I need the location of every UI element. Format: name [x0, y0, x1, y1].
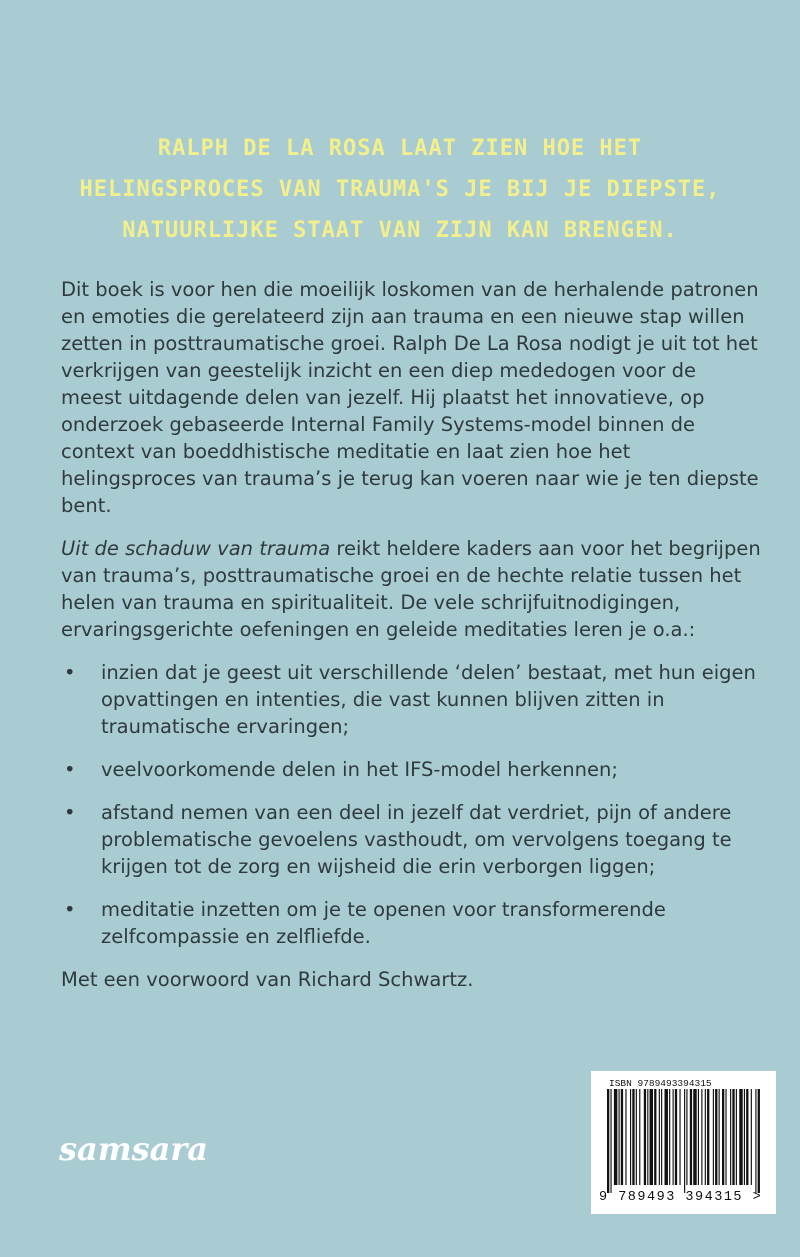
barcode-bar [705, 1089, 706, 1185]
barcode-bar [736, 1089, 737, 1185]
barcode-bar [755, 1089, 756, 1193]
barcode-bar [610, 1089, 611, 1193]
barcode-bar [636, 1089, 637, 1185]
barcode-bar [751, 1089, 752, 1185]
barcode-bar [673, 1089, 674, 1185]
barcode-bar [686, 1089, 687, 1185]
barcode-bar [647, 1089, 648, 1185]
isbn-digits: 9 789493 394315 > [599, 1190, 763, 1205]
barcode [591, 1071, 776, 1214]
barcode-bar [639, 1089, 640, 1185]
list-item-text: inzien dat je geest uit verschillende ‘delen’ bestaat, met hun eigen opvattingen en intenties, die vast kunnen blijven zitten in traumatische ervaringen; [101, 661, 756, 738]
second-paragraph-text: reikt heldere kaders aan voor het begrijpen van trauma’s, posttraumatische groei en de hechte relatie tussen het helen van trauma en spiritualiteit. De vele schrijfuitnodigingen, ervaringsgerichte oefeningen en geleide meditaties leren je o.a.: [61, 537, 761, 641]
barcode-bar [621, 1089, 623, 1185]
barcode-bar [614, 1089, 617, 1185]
barcode-bar [661, 1089, 662, 1185]
barcode-bar [630, 1089, 631, 1185]
barcode-bar [746, 1089, 748, 1185]
barcode-bar [684, 1089, 685, 1193]
barcode-bar [713, 1089, 714, 1185]
list-item-text: veelvoorkomende delen in het IFS-model herkennen; [101, 758, 618, 781]
barcode-bar [722, 1089, 724, 1185]
barcode-bar [715, 1089, 717, 1185]
barcode-bar [665, 1089, 668, 1185]
barcode-bar [698, 1089, 699, 1185]
barcode-bar [625, 1089, 626, 1185]
barcode-bars [607, 1089, 761, 1193]
bullet-icon: • [64, 898, 76, 921]
bullet-icon: • [64, 661, 76, 684]
list-item-text: afstand nemen van een deel in jezelf dat verdriet, pijn of andere problematische gevoelens vasthoudt, om vervolgens toegang te krijgen tot de zorg en wijsheid die erin verborgen liggen; [101, 801, 732, 878]
barcode-bar [675, 1089, 677, 1185]
barcode-bar [644, 1089, 646, 1185]
tagline-line-1: RALPH DE LA ROSA LAAT ZIEN HOE HET [157, 136, 643, 161]
isbn-label: ISBN 9789493394315 [609, 1078, 712, 1089]
blurb [61, 276, 761, 993]
barcode-bar [732, 1089, 734, 1185]
publisher-logo: samsara [59, 1130, 208, 1168]
barcode-bar [669, 1089, 670, 1185]
barcode-bar [690, 1089, 692, 1185]
tagline-line-2: HELINGSPROCES VAN TRAUMA'S JE BIJ JE DIEPSTE, [79, 177, 721, 202]
barcode-bar [679, 1089, 680, 1185]
barcode-bar [730, 1089, 731, 1185]
bullet-icon: • [64, 801, 76, 824]
list-item-text: meditatie inzetten om je te openen voor transformerende zelfcompassie en zelfliefde. [101, 898, 666, 948]
barcode-bar [739, 1089, 742, 1185]
barcode-bar [719, 1089, 720, 1185]
intro-paragraph: Dit boek is voor hen die moeilijk loskomen van de herhalende patronen en emoties die gerelateerd zijn aan trauma en een nieuwe stap willen zetten in posttraumatische groei. Ralph De La Rosa nodigt je uit tot het verkrijgen van geestelijk inzicht en een diep mededogen voor de meest uitdagende delen van jezelf. Hij plaatst het innovatieve, op onderzoek gebaseerde Internal Family Systems-model binnen de context van boeddhistische meditatie en laat zien hoe het helingsproces van trauma’s je terug kan voeren naar wie je ten diepste bent. [61, 278, 759, 517]
barcode-bar [607, 1089, 609, 1193]
barcode-bar [632, 1089, 634, 1185]
list-item [61, 756, 761, 783]
barcode-bar [707, 1089, 709, 1185]
list-item [61, 659, 761, 740]
barcode-bar [758, 1089, 760, 1193]
barcode-bar [619, 1089, 620, 1185]
barcode-bar [659, 1089, 660, 1185]
barcode-bar [693, 1089, 696, 1185]
foreword-credit: Met een voorwoord van Richard Schwartz. [61, 968, 474, 991]
barcode-bar [701, 1089, 702, 1185]
tagline-line-3: NATUURLIJKE STAAT VAN ZIJN KAN BRENGEN. [122, 218, 678, 243]
book-title: Uit de schaduw van trauma [61, 537, 331, 560]
bullet-list [61, 659, 761, 950]
barcode-bar [654, 1089, 656, 1185]
barcode-bar [650, 1089, 653, 1185]
second-paragraph [61, 535, 761, 643]
list-item [61, 896, 761, 950]
barcode-bar [744, 1089, 745, 1185]
tagline [40, 128, 760, 251]
list-item [61, 799, 761, 880]
barcode-bar [725, 1089, 726, 1185]
bullet-icon: • [64, 758, 76, 781]
